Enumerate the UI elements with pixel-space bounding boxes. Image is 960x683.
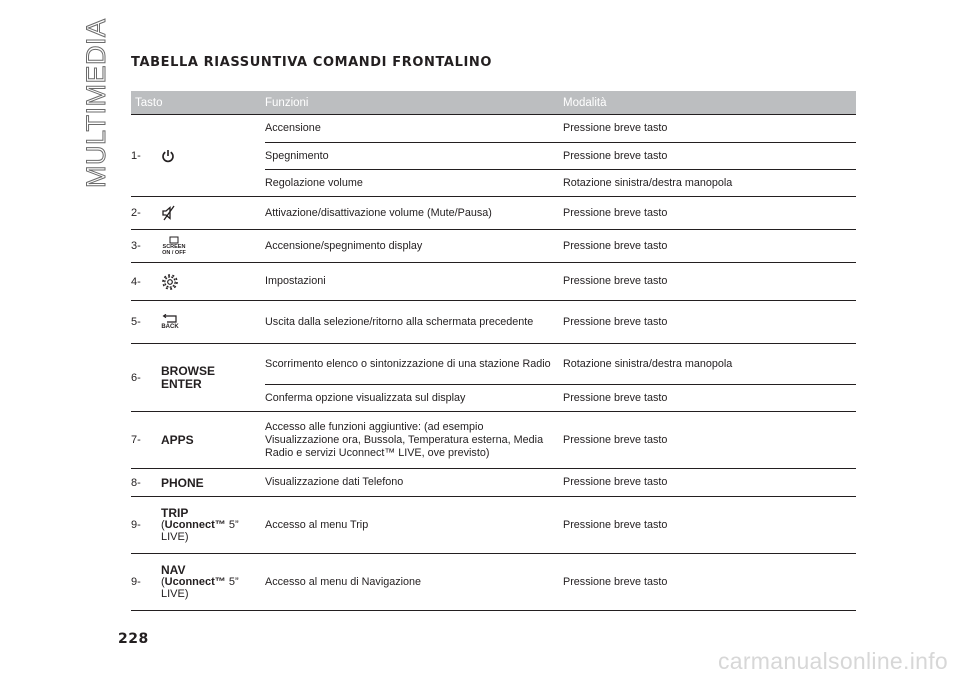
funzione-cell: Attivazione/disattivazione volume (Mute/Pausa) [265,206,492,219]
row-number: 1- [131,149,141,162]
table-row [131,197,856,230]
back-icon-text: BACK [161,323,179,330]
funzione-cell: Accensione [265,122,321,134]
funzione-cell: Accesso al menu di Navigazione [265,575,422,588]
table-header [131,91,856,115]
row-number: 9- [131,519,141,531]
page-title: TABELLA RIASSUNTIVA COMANDI FRONTALINO [131,55,493,70]
row-number: 9- [131,576,141,588]
table-row [131,301,856,344]
browse-enter-label: BROWSE ENTER [161,363,215,391]
row-number: 5- [131,316,141,328]
screen-onoff-icon [161,236,187,256]
row-number: 4- [131,275,141,288]
row-number: 6- [131,371,141,384]
funzione-cell: Visualizzazione dati Telefono [265,476,404,488]
row-number: 2- [131,207,141,219]
header-tasto: Tasto [135,97,163,109]
funzione-cell: Accesso al menu Trip [265,518,369,531]
modalita-cell: Pressione breve tasto [563,433,668,446]
table-row [131,263,856,301]
table-row [131,230,856,263]
settings-gear-icon [161,273,179,291]
table-row [131,115,856,197]
modalita-cell: Pressione breve tasto [563,122,668,134]
funzione-cell: Uscita dalla selezione/ritorno alla schermata precedente [265,315,534,328]
table-row [131,469,856,497]
screen-onoff-icon-text: SCREEN ON / OFF [162,244,186,256]
funzione-cell: Accensione/spegnimento display [265,239,423,252]
header-funzioni: Funzioni [265,97,309,109]
funzione-cell: Impostazioni [265,275,326,287]
funzione-cell: Regolazione volume [265,176,363,189]
modalita-cell: Pressione breve tasto [563,206,668,219]
modalita-cell: Pressione breve tasto [563,149,668,162]
header-modalita: Modalità [563,97,607,109]
table-row [131,497,856,554]
funzione-cell: Spegnimento [265,149,329,162]
row-number: 3- [131,240,141,252]
mute-icon [161,205,177,221]
modalita-cell: Pressione breve tasto [563,239,668,252]
back-icon [161,314,179,331]
row-number: 7- [131,434,141,446]
controls-table [131,91,856,611]
table-row [131,554,856,611]
funzione-cell: Accesso alle funzioni aggiuntive: (ad esempio Visualizzazione ora, Bussola, Temperatura esterna, Media Radio e servizi Uconnect™ LIVE, ove previsto) [265,420,544,459]
table-row [131,412,856,469]
section-side-label: MULTIMEDIA [81,18,111,188]
row-number: 8- [131,476,141,489]
funzione-cell: Scorrimento elenco o sintonizzazione di una stazione Radio [265,357,551,370]
funzione-cell: Conferma opzione visualizzata sul display [265,391,466,404]
modalita-cell: Pressione breve tasto [563,476,668,488]
watermark: carmanualsonline.info [717,648,948,674]
apps-label: APPS [161,433,194,447]
table-row [131,344,856,412]
nav-label: NAV (Uconnect™ 5” LIVE) [161,563,239,600]
modalita-cell: Pressione breve tasto [563,518,668,531]
modalita-cell: Pressione breve tasto [563,275,668,287]
modalita-cell: Rotazione sinistra/destra manopola [563,176,733,189]
page-number: 228 [118,631,149,647]
modalita-cell: Pressione breve tasto [563,391,668,404]
trip-label: TRIP (Uconnect™ 5” LIVE) [161,506,239,543]
phone-label: PHONE [161,475,204,490]
modalita-cell: Rotazione sinistra/destra manopola [563,357,733,370]
power-icon [161,149,175,163]
modalita-cell: Pressione breve tasto [563,315,668,328]
modalita-cell: Pressione breve tasto [563,575,668,588]
